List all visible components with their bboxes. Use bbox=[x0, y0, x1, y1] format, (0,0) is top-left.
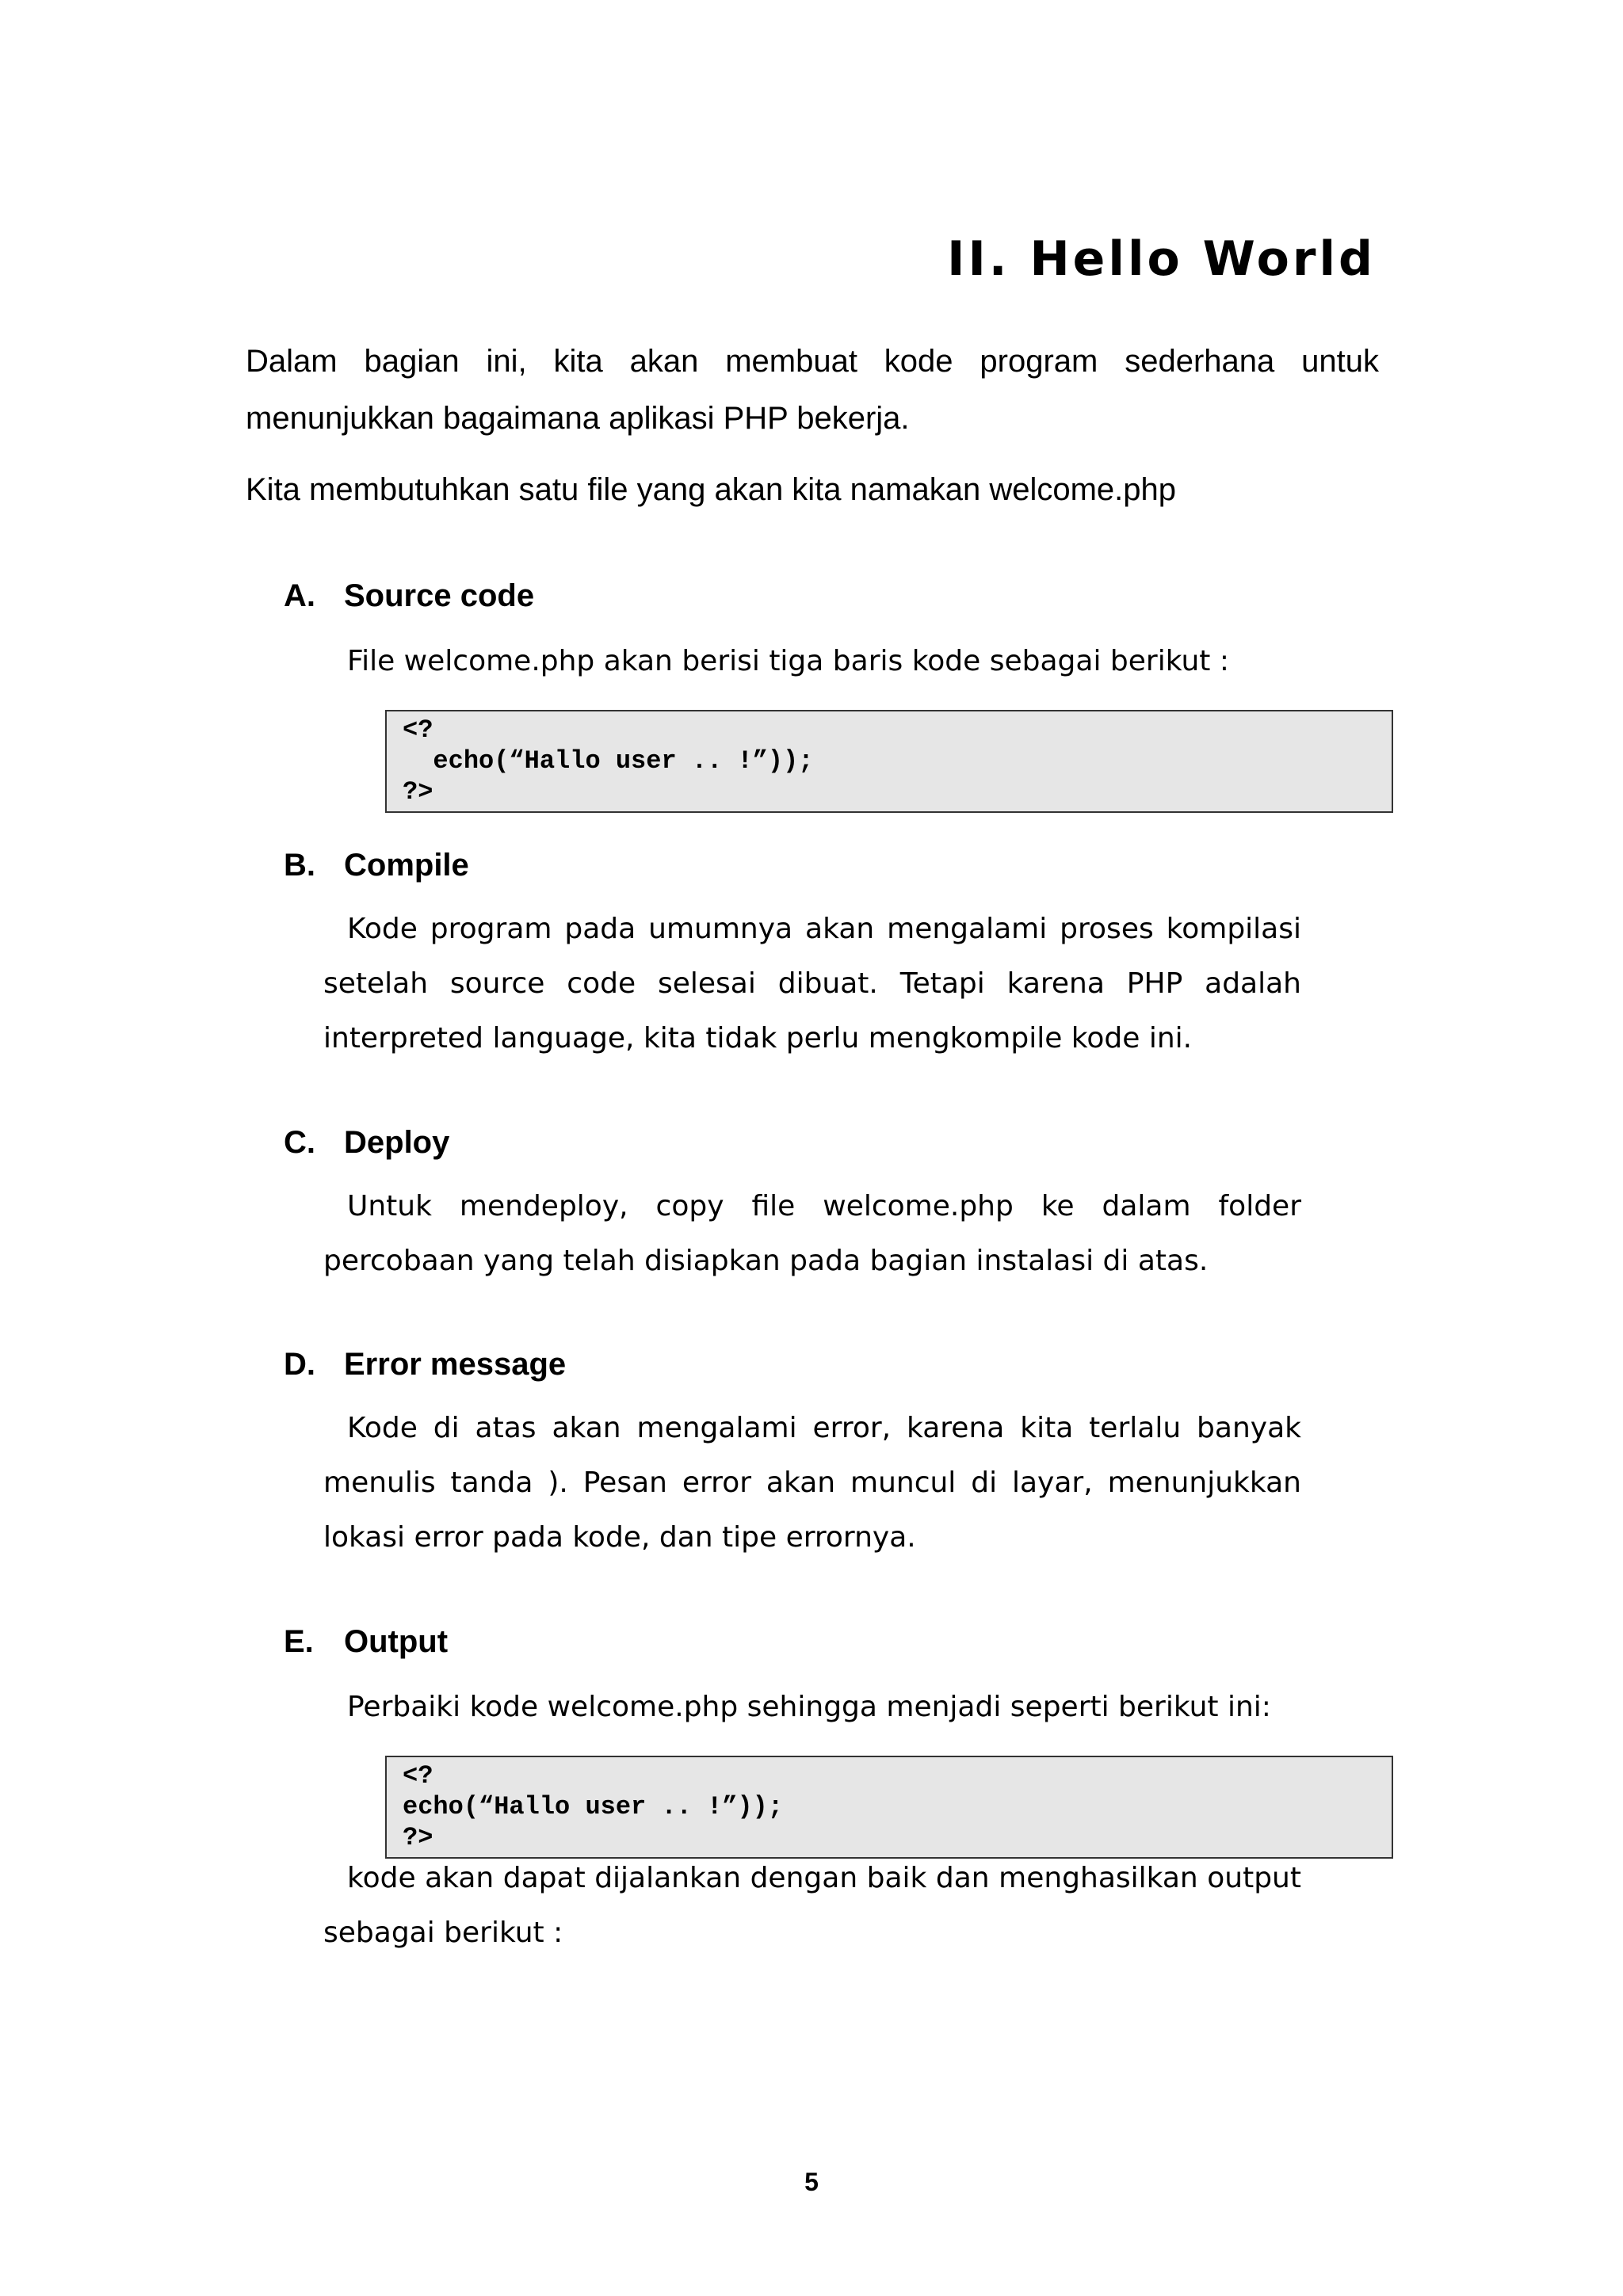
section-d-heading bbox=[284, 1342, 566, 1386]
section-b-heading bbox=[284, 843, 469, 887]
section-c-letter: C. bbox=[284, 1125, 315, 1160]
section-a-heading bbox=[284, 574, 534, 618]
code-line: <? bbox=[403, 1761, 433, 1791]
section-a-title: Source code bbox=[344, 578, 535, 613]
section-b-letter: B. bbox=[284, 848, 315, 883]
code-line: <? bbox=[403, 715, 433, 745]
section-e-text: Perbaiki kode welcome.php sehingga menjadi seperti berikut ini: bbox=[347, 1691, 1271, 1723]
section-e-title: Output bbox=[344, 1624, 449, 1659]
code-line: ?> bbox=[403, 777, 433, 807]
section-a-text: File welcome.php akan berisi tiga baris kode sebagai berikut : bbox=[347, 645, 1229, 677]
code-block-source bbox=[385, 710, 1393, 813]
section-c-text: Untuk mendeploy, copy file welcome.php ke dalam folder percobaan yang telah disiapkan pada bagian instalasi di atas. bbox=[323, 1190, 1301, 1277]
section-e-letter: E. bbox=[284, 1624, 314, 1659]
intro-paragraph-1: Dalam bagian ini, kita akan membuat kode program sederhana untuk menunjukkan bagaimana aplikasi PHP bekerja. bbox=[246, 344, 1379, 436]
code-line: echo(“Hallo user .. !”)); bbox=[403, 746, 814, 776]
section-c-heading bbox=[284, 1120, 449, 1165]
code-block-output bbox=[385, 1756, 1393, 1859]
section-d-title: Error message bbox=[344, 1347, 567, 1382]
page-number: 5 bbox=[804, 2168, 819, 2196]
code-line: ?> bbox=[403, 1823, 433, 1852]
section-d-text: Kode di atas akan mengalami error, karena kita terlalu banyak menulis tanda ). Pesan error akan muncul di layar, menunjukkan lokasi error pada kode, dan tipe errornya. bbox=[323, 1412, 1301, 1554]
section-d-letter: D. bbox=[284, 1347, 315, 1382]
section-b-title: Compile bbox=[344, 848, 469, 883]
section-e-after-text: kode akan dapat dijalankan dengan baik dan menghasilkan output sebagai berikut : bbox=[323, 1862, 1301, 1949]
intro-paragraph-2: Kita membutuhkan satu file yang akan kita namakan welcome.php bbox=[246, 472, 1177, 507]
section-c-title: Deploy bbox=[344, 1125, 450, 1160]
chapter-title: II. Hello World bbox=[947, 231, 1376, 287]
section-b-text: Kode program pada umumnya akan mengalami proses kompilasi setelah source code selesai dibuat. Tetapi karena PHP adalah interpreted language, kita tidak perlu mengkompile kode ini. bbox=[323, 913, 1301, 1055]
section-e-heading bbox=[284, 1619, 448, 1664]
section-a-letter: A. bbox=[284, 578, 315, 613]
code-line: echo(“Hallo user .. !”)); bbox=[403, 1792, 784, 1821]
